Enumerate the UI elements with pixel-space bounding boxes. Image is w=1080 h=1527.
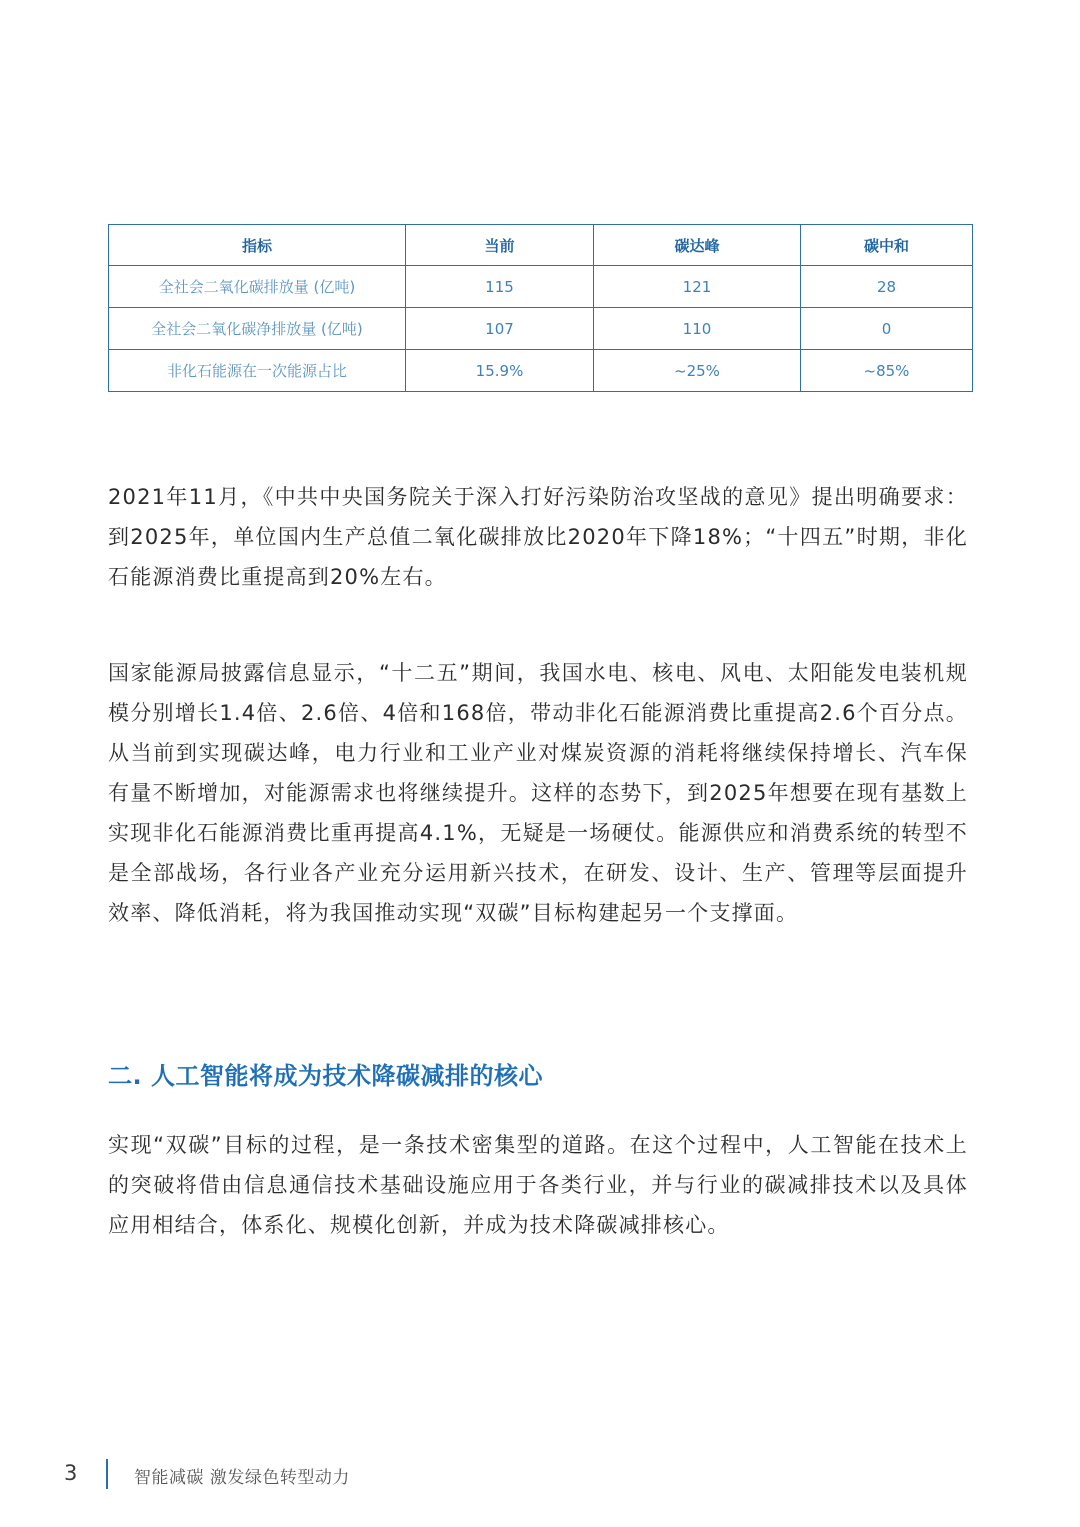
- header-carbon-neutral: 碳中和: [801, 225, 973, 266]
- row-label: 全社会二氧化碳排放量 (亿吨): [109, 266, 406, 308]
- table-row: [109, 266, 973, 308]
- footer-title: 智能减碳 激发绿色转型动力: [134, 1468, 350, 1488]
- section-heading: 二. 人工智能将成为技术降碳减排的核心: [108, 1062, 543, 1090]
- header-carbon-peak: 碳达峰: [594, 225, 801, 266]
- cell-carbon-peak: 110: [594, 308, 801, 350]
- cell-current: 15.9%: [406, 350, 594, 392]
- table-row: [109, 350, 973, 392]
- cell-carbon-neutral: 28: [801, 266, 973, 308]
- page-number: 3: [64, 1461, 78, 1485]
- table-header-row: [109, 225, 973, 266]
- footer-divider: [106, 1459, 108, 1489]
- cell-carbon-neutral: ~85%: [801, 350, 973, 392]
- paragraph-ai-core: 实现“双碳”目标的过程，是一条技术密集型的道路。在这个过程中，人工智能在技术上的突破将借由信息通信技术基础设施应用于各类行业，并与行业的碳减排技术以及具体应用相结合，体系化、规模化创新，并成为技术降碳减排核心。: [108, 1133, 968, 1237]
- header-indicator: 指标: [109, 225, 406, 266]
- cell-carbon-peak: ~25%: [594, 350, 801, 392]
- cell-current: 107: [406, 308, 594, 350]
- row-label: 非化石能源在一次能源占比: [109, 350, 406, 392]
- header-current: 当前: [406, 225, 594, 266]
- cell-current: 115: [406, 266, 594, 308]
- cell-carbon-neutral: 0: [801, 308, 973, 350]
- carbon-indicator-table: [108, 224, 973, 392]
- paragraph-energy-bureau: 国家能源局披露信息显示，“十二五”期间，我国水电、核电、风电、太阳能发电装机规模分别增长1.4倍、2.6倍、4倍和168倍，带动非化石能源消费比重提高2.6个百分点。从当前到实现碳达峰，电力行业和工业产业对煤炭资源的消耗将继续保持增长、汽车保有量不断增加，对能源需求也将继续提升。这样的态势下，到2025年想要在现有基数上实现非化石能源消费比重再提高4.1%，无疑是一场硬仗。能源供应和消费系统的转型不是全部战场，各行业各产业充分运用新兴技术，在研发、设计、生产、管理等层面提升效率、降低消耗，将为我国推动实现“双碳”目标构建起另一个支撑面。: [108, 661, 968, 925]
- cell-carbon-peak: 121: [594, 266, 801, 308]
- page-footer: [0, 1455, 1080, 1495]
- paragraph-policy-2021: 2021年11月，《中共中央国务院关于深入打好污染防治攻坚战的意见》提出明确要求：到2025年，单位国内生产总值二氧化碳排放比2020年下降18%；“十四五”时期，非化石能源消费比重提高到20%左右。: [108, 485, 968, 589]
- row-label: 全社会二氧化碳净排放量 (亿吨): [109, 308, 406, 350]
- table-row: [109, 308, 973, 350]
